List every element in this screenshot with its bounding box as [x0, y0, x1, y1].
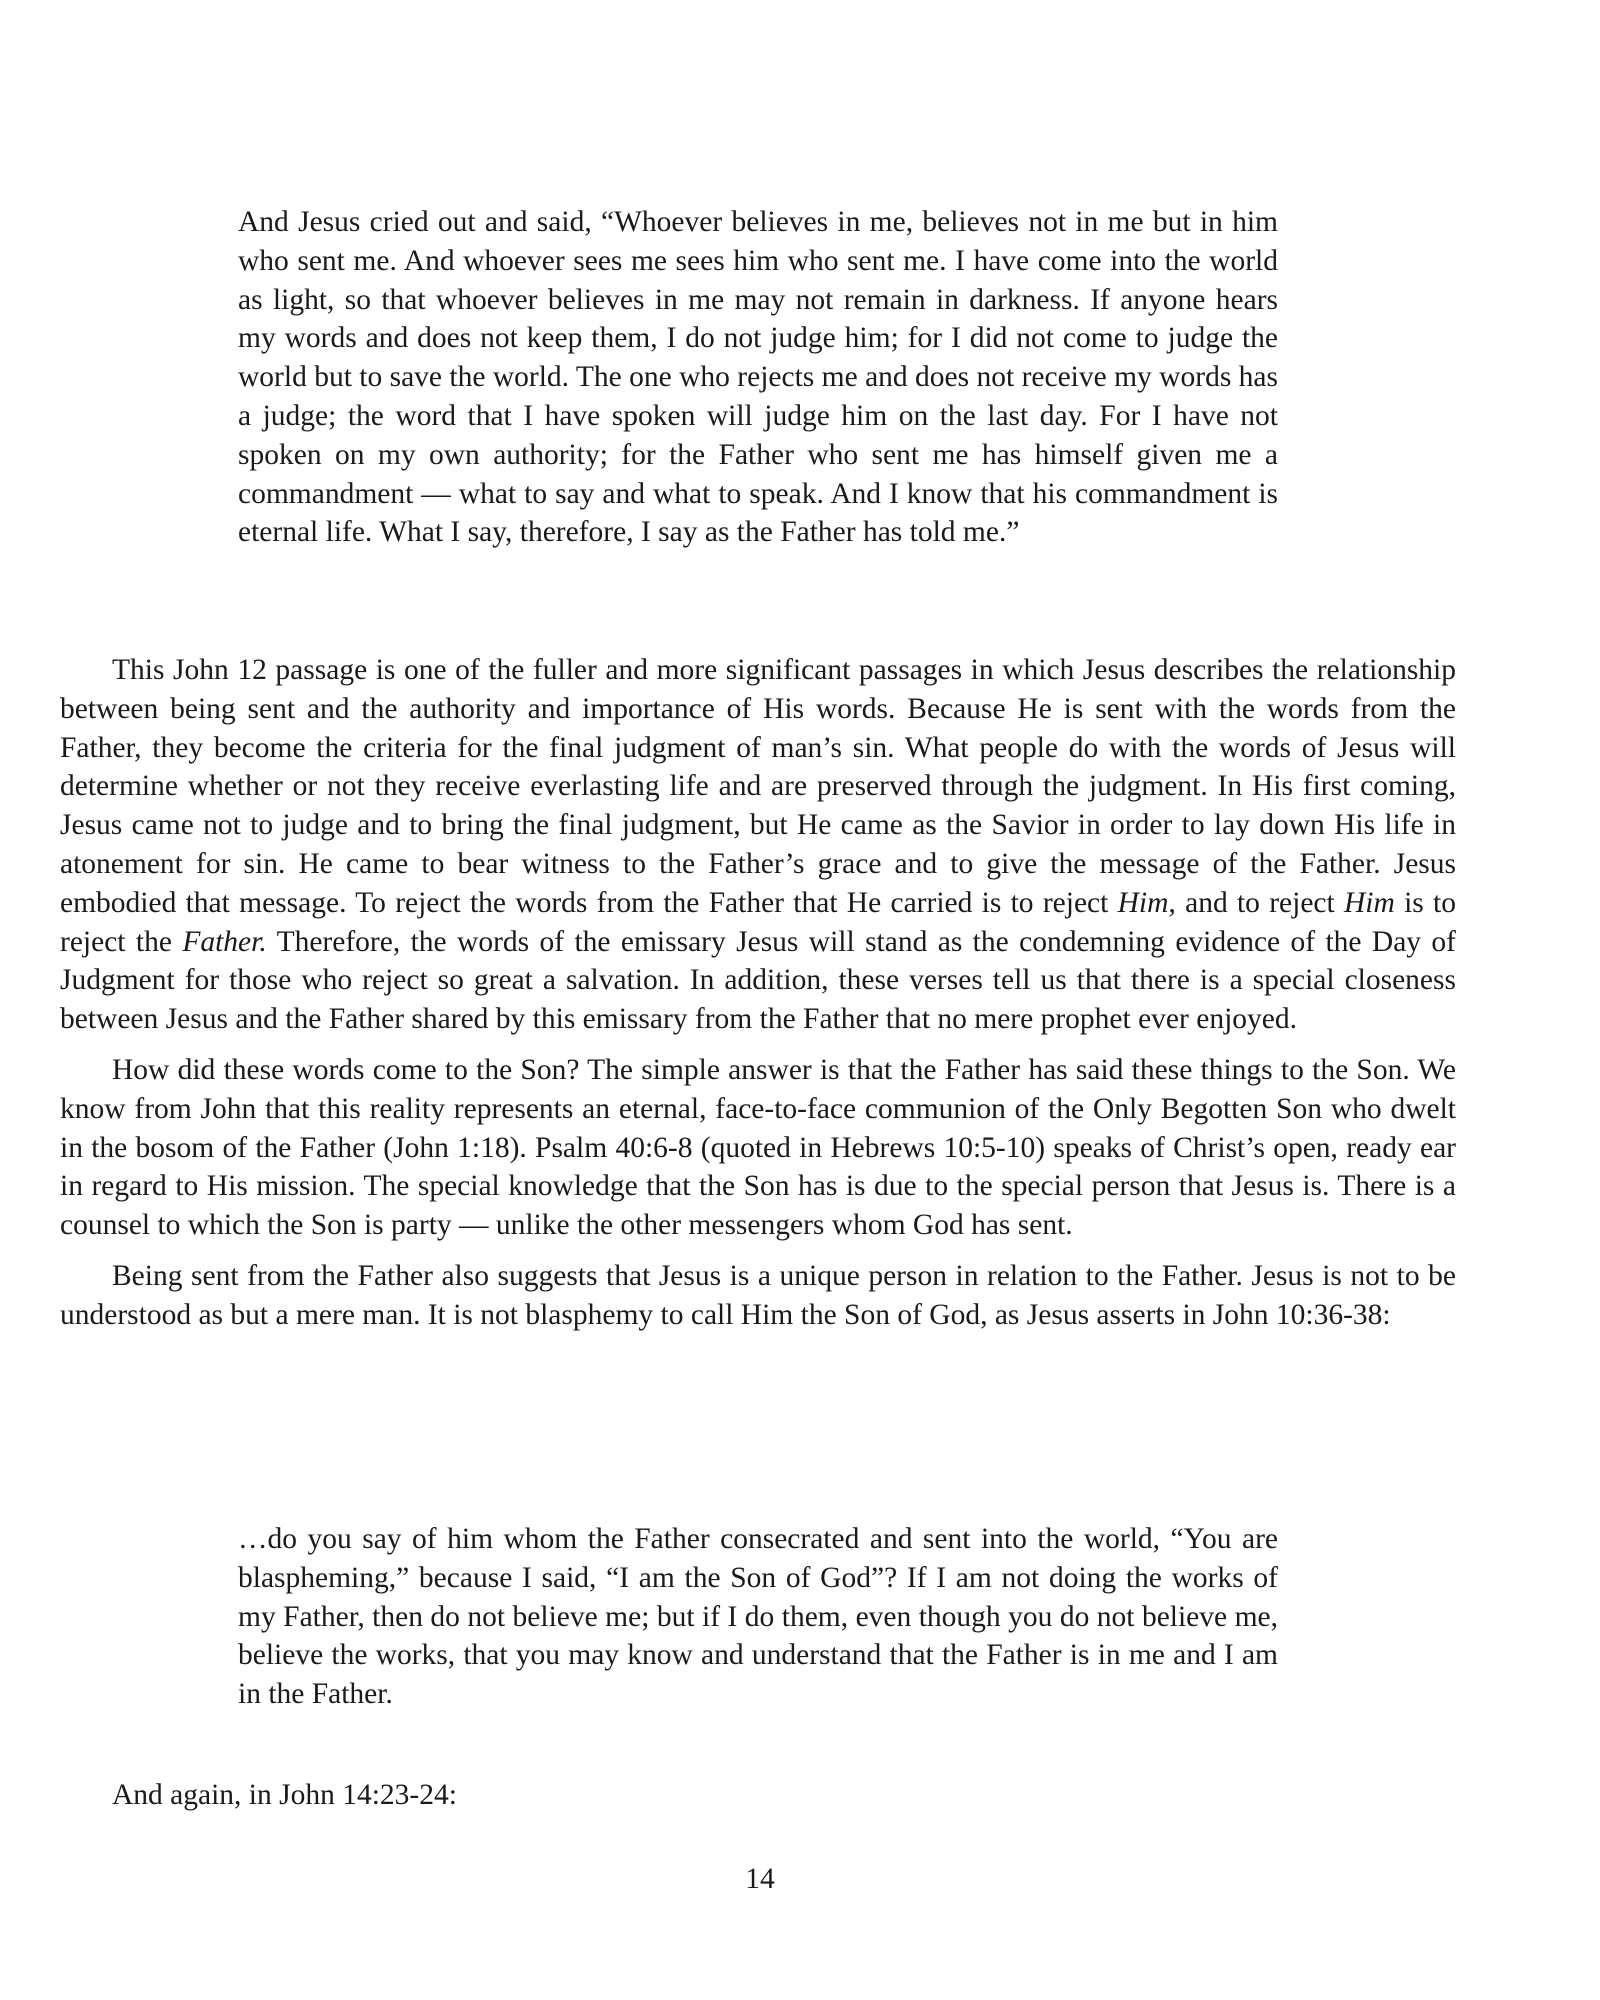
lead-in-john-14: And again, in John 14:23-24: — [112, 1779, 457, 1811]
emphasis-text: Father. — [182, 925, 267, 958]
paragraph-text: This John 12 passage is one of the fuller and more significant passages in which Jesus describes the relationship between being sent and the authority and importance of His words. Because He is sent with the words from the Father, they become the criteria for the final judgment of man’s sin. What people do with the words of Jesus will determine whether or not they receive everlasting life and are preserved through the judgment. In His first coming, Jesus came not to judge and to bring the final judgment, but He came as the Savior in order to lay down His life in atonement for sin. He came to bear witness to the Father’s grace and to give the message of the Father. Jesus embodied that message. To reject the words from the Father that He carried is to reject — [60, 654, 1456, 919]
paragraph-text: and to reject — [1175, 886, 1344, 919]
emphasis-text: Him, — [1117, 886, 1176, 919]
page-number: 14 — [745, 1863, 775, 1895]
emphasis-text: Him — [1344, 886, 1395, 919]
body-text — [60, 651, 1456, 1347]
paragraph-text: Therefore, the words of the emissary Jesus will stand as the condemning evidence of the Day of Judgment for those who reject so great a salvation. In addition, these verses tell us that there is a special closeness between Jesus and the Father shared by this emissary from the Father that no mere prophet ever enjoyed. — [60, 925, 1457, 1036]
block-quote-john-10: …do you say of him whom the Father consecrated and sent into the world, “You are blaspheming,” because I said, “I am the Son of God”? If I am not doing the works of my Father, then do not believe me; but if I do them, even though you do not believe me, believe the works, that you may know and understand that the Father is in me and I am in the Father. — [238, 1523, 1278, 1711]
block-quote-john-12: And Jesus cried out and said, “Whoever believes in me, believes not in me but in him who sent me. And whoever sees me sees him who sent me. I have come into the world as light, so that whoever believes in me may not remain in darkness. If anyone hears my words and does not keep them, I do not judge him; for I did not come to judge the world but to save the world. The one who rejects me and does not receive my words has a judge; the word that I have spoken will judge him on the last day. For I have not spoken on my own authority; for the Father who sent me has himself given me a commandment — what to say and what to speak. And I know that his commandment is eternal life. What I say, therefore, I say as the Father has told me.” — [238, 206, 1278, 549]
paragraph-john-12-commentary — [60, 651, 1456, 1039]
paragraph-unique-person: Being sent from the Father also suggests that Jesus is a unique person in relation to the Father. Jesus is not to be understood as but a mere man. It is not blasphemy to call Him the Son of God, as Jesus asserts in John 10:36-38: — [60, 1259, 1456, 1331]
paragraph-text: is to reject the — [60, 886, 1457, 958]
paragraph-words-to-the-son: How did these words come to the Son? The simple answer is that the Father has said these things to the Son. We know from John that this reality represents an eternal, face-to-face communion of the Only Begotten Son who dwelt in the bosom of the Father (John 1:18). Psalm 40:6-8 (quoted in Hebrews 10:5-10) speaks of Christ’s open, ready ear in regard to His mission. The special knowledge that the Son has is due to the special person that Jesus is. There is a counsel to which the Son is party — unlike the other messengers whom God has sent. — [60, 1053, 1456, 1242]
